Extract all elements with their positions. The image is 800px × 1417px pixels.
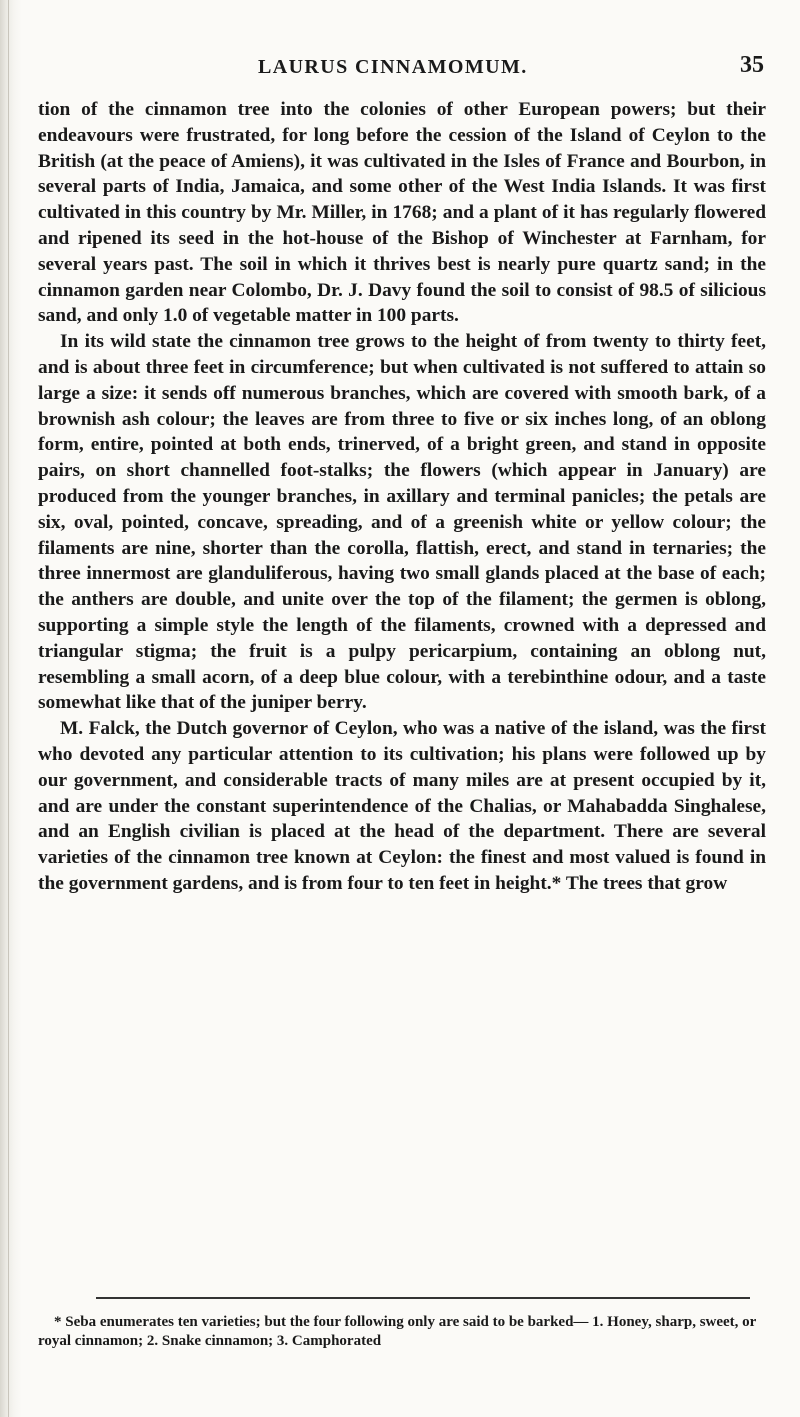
footnote [38,1313,766,1351]
footnote-text: Seba enumerates ten varieties; but the four following only are said to be barked— 1. Honey, sharp, sweet, or royal cinnamon; 2. Snake cinnamon; 3. Camphorated [38,1314,757,1349]
page-header [0,52,800,86]
paragraph-2: In its wild state the cinnamon tree grows to the height of from twenty to thirty feet, and is about three feet in circumference; but when cultivated is not suffered to attain so large a size: it sends off numerous branches, which are covered with smooth bark, of a brownish ash colour; the leaves are from three to five or six inches long, of an oblong form, entire, pointed at both ends, trinerved, of a bright green, and stand in opposite pairs, on short channelled foot-stalks; the flowers (which appear in January) are produced from the younger branches, in axillary and terminal panicles; the petals are six, oval, pointed, concave, spreading, and of a greenish white or yellow colour; the filaments are nine, shorter than the corolla, flattish, erect, and stand in ternaries; the three innermost are glanduliferous, having two small glands placed at the base of each; the anthers are double, and unite over the top of the filament; the germen is oblong, supporting a simple style the length of the filaments, crowned with a depressed and triangular stigma; the fruit is a pulpy pericarpium, containing an oblong nut, resembling a small acorn, of a deep blue colour, with a terebinthine odour, and a taste somewhat like that of the juniper berry. [38,331,766,714]
paragraph-1: tion of the cinnamon tree into the colonies of other European powers; but their endeavours were frustrated, for long before the cession of the Island of Ceylon to the British (at the peace of Amiens), it was cultivated in the Isles of France and Bourbon, in several parts of India, Jamaica, and some other of the West India Islands. It was first cultivated in this country by Mr. Miller, in 1768; and a plant of it has regularly flowered and ripened its seed in the hot-house of the Bishop of Winchester at Farnham, for several years past. The soil in which it thrives best is nearly pure quartz sand; in the cinnamon garden near Colombo, Dr. J. Davy found the soil to consist of 98.5 of silicious sand, and only 1.0 of vegetable matter in 100 parts. [38,99,766,327]
body-text [38,97,766,897]
binding-line [8,0,9,1417]
running-head: LAURUS CINNAMOMUM. [258,56,528,78]
footnote-divider [96,1297,750,1299]
page-binding-edge [0,0,22,1417]
footnote-mark: * [54,1314,62,1330]
paragraph-3: M. Falck, the Dutch governor of Ceylon, who was a native of the island, was the first who devoted any particular attention to its cultivation; his plans were followed up by our government, and considerable tracts of many miles are at present occupied by it, and are under the constant superintendence of the Chalias, or Mahabadda Singhalese, and an English civilian is placed at the head of the department. There are several varieties of the cinnamon tree known at Ceylon: the finest and most valued is found in the government gardens, and is from four to ten feet in height.* The trees that grow [38,718,766,894]
page-number: 35 [740,52,764,78]
